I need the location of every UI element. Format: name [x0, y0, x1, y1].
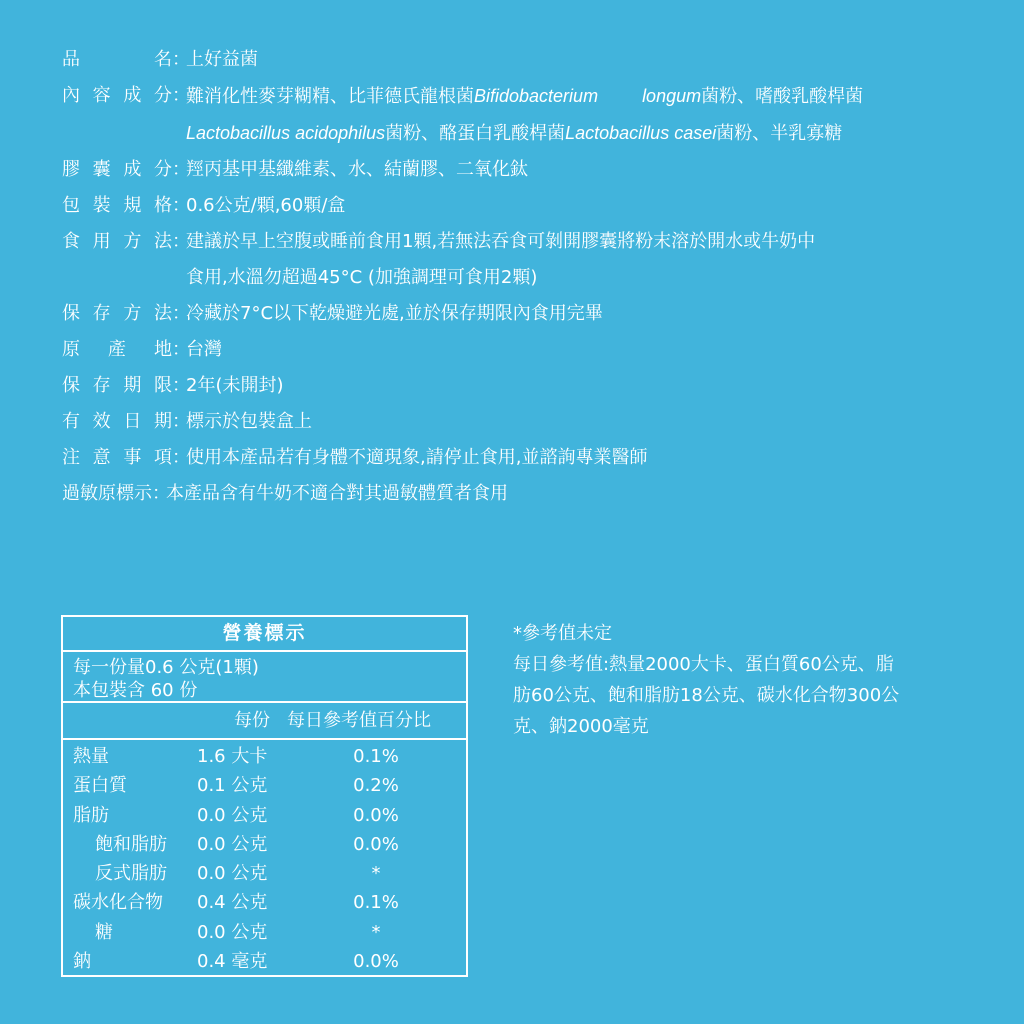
table-row [63, 771, 466, 800]
nutrition-serving-info [63, 652, 466, 703]
value-usage [186, 224, 982, 296]
info-row-expiry [62, 404, 982, 440]
nutrient-pct: * [371, 921, 381, 943]
label-allergen: 過敏原標示 [62, 483, 152, 504]
nutrient-pct: * [371, 863, 381, 885]
ingredients-latin: longum [642, 86, 702, 106]
colon: ： [172, 85, 190, 106]
asterisk-note: *參考值未定 [513, 623, 612, 644]
ingredients-latin: Lactobacillus acidophilus [186, 123, 386, 143]
ingredients-text: 難消化性麥芽糊精、比菲德氏龍根菌 [186, 86, 474, 107]
info-row-usage [62, 224, 982, 296]
colon: ： [172, 231, 190, 252]
nutrient-name: 鈉 [73, 951, 91, 973]
value-ingredients [186, 78, 982, 152]
nutrient-amount: 0.0 公克 [197, 921, 268, 943]
label-storage: 保存方法 [62, 303, 172, 324]
label-expiry: 有效日期 [62, 411, 172, 432]
info-row-storage [62, 296, 982, 332]
value-expiry: 標示於包裝盒上 [186, 411, 312, 432]
nutrient-amount: 0.4 公克 [197, 892, 268, 914]
nutrient-pct: 0.1% [353, 746, 399, 767]
nutrient-name: 飽和脂肪 [95, 833, 167, 855]
ingredients-text: 菌粉、半乳寡糖 [716, 123, 843, 144]
nutrient-amount: 0.0 公克 [197, 863, 268, 885]
daily-reference-note [513, 618, 983, 742]
colon: ： [172, 339, 190, 360]
table-row [63, 742, 466, 771]
label-package: 包裝規格 [62, 195, 172, 216]
nutrient-amount: 1.6 大卡 [197, 746, 268, 767]
colon: ： [172, 49, 190, 70]
daily-reference-line: 每日參考值:熱量2000大卡、蛋白質60公克、脂 [513, 654, 894, 675]
nutrient-pct: 0.0% [353, 833, 399, 855]
value-product-name: 上好益菌 [186, 49, 258, 70]
value-allergen: 本產品含有牛奶不適合對其過敏體質者食用 [166, 483, 508, 504]
nutrient-name: 糖 [95, 921, 113, 943]
label-usage: 食用方法 [62, 231, 172, 252]
info-row-package [62, 188, 982, 224]
table-row [63, 947, 466, 976]
nutrient-name: 蛋白質 [73, 775, 127, 797]
table-row [63, 888, 466, 917]
usage-line: 建議於早上空腹或睡前食用1顆,若無法吞食可剝開膠囊將粉末溶於開水或牛奶中 [186, 231, 816, 252]
info-row-capsule [62, 152, 982, 188]
ingredients-latin: Bifidobacterium [474, 86, 599, 106]
nutrient-pct: 0.0% [353, 804, 399, 826]
label-origin: 原產地 [62, 339, 172, 360]
servings-per-pack: 本包裝含 60 份 [73, 680, 198, 701]
colon: ： [172, 195, 190, 216]
nutrient-name: 反式脂肪 [95, 863, 167, 885]
info-row-shelf-life [62, 368, 982, 404]
label-ingredients: 內容成分 [62, 85, 172, 106]
table-row [63, 801, 466, 830]
nutrient-amount: 0.0 公克 [197, 833, 268, 855]
ingredients-text: 菌粉、酪蛋白乳酸桿菌 [385, 123, 566, 144]
info-row-caution [62, 440, 982, 476]
col-daily-pct: 每日參考值百分比 [287, 710, 431, 731]
ingredients-latin: Lactobacillus casei [565, 123, 717, 143]
colon: ： [172, 375, 190, 396]
daily-reference-line: 克、鈉2000毫克 [513, 716, 649, 737]
info-row-allergen [62, 476, 982, 512]
info-row-product-name [62, 42, 982, 78]
info-row-origin [62, 332, 982, 368]
ingredients-text: 菌粉、嗜酸乳酸桿菌 [701, 86, 864, 107]
nutrient-name: 碳水化合物 [73, 892, 163, 914]
value-storage: 冷藏於7°C以下乾燥避光處,並於保存期限內食用完畢 [186, 303, 603, 324]
nutrition-rows [63, 740, 466, 976]
label-product-name: 品名 [62, 49, 172, 70]
product-info [62, 42, 982, 512]
value-shelf-life: 2年(未開封) [186, 375, 284, 396]
nutrient-amount: 0.0 公克 [197, 804, 268, 826]
colon: ： [172, 159, 190, 180]
daily-reference-line: 肪60公克、飽和脂肪18公克、碳水化合物300公 [513, 685, 900, 706]
nutrition-title: 營養標示 [63, 617, 466, 652]
colon: ： [172, 303, 190, 324]
nutrient-pct: 0.0% [353, 951, 399, 973]
info-row-ingredients [62, 78, 982, 152]
nutrient-pct: 0.2% [353, 775, 399, 797]
label-capsule: 膠囊成分 [62, 159, 172, 180]
nutrition-column-header [63, 703, 466, 740]
value-capsule: 羥丙基甲基纖維素、水、結蘭膠、二氧化鈦 [186, 159, 528, 180]
nutrient-pct: 0.1% [353, 892, 399, 914]
colon: ： [152, 483, 170, 504]
table-row [63, 830, 466, 859]
value-origin: 台灣 [186, 339, 222, 360]
label-caution: 注意事項 [62, 447, 172, 468]
value-caution: 使用本產品若有身體不適現象,請停止食用,並諮詢專業醫師 [186, 447, 648, 468]
nutrient-name: 熱量 [73, 746, 109, 767]
table-row [63, 918, 466, 947]
col-per-serving: 每份 [234, 710, 270, 731]
usage-line: 食用,水溫勿超過45°C (加強調理可食用2顆) [186, 267, 538, 288]
nutrient-name: 脂肪 [73, 804, 109, 826]
nutrient-amount: 0.1 公克 [197, 775, 268, 797]
colon: ： [172, 411, 190, 432]
value-package: 0.6公克/顆,60顆/盒 [186, 195, 346, 216]
serving-size: 每一份量0.6 公克(1顆) [73, 657, 259, 678]
table-row [63, 859, 466, 888]
nutrient-amount: 0.4 毫克 [197, 951, 268, 973]
nutrition-table [61, 615, 468, 977]
colon: ： [172, 447, 190, 468]
label-shelf-life: 保存期限 [62, 375, 172, 396]
